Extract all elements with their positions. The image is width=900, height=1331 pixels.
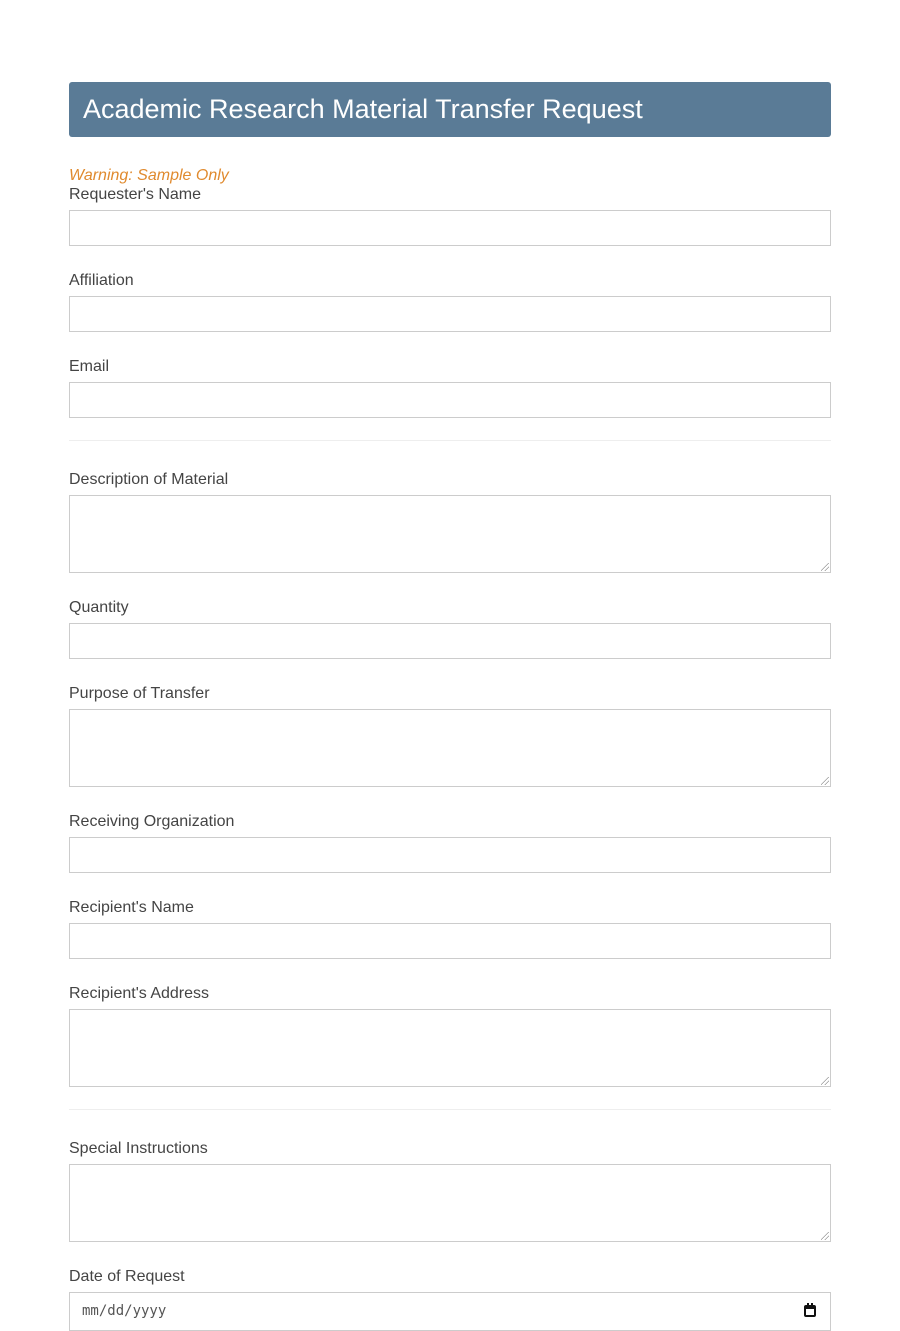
quantity-input[interactable] [69, 623, 831, 659]
date-of-request-label: Date of Request [69, 1268, 185, 1285]
quantity-label: Quantity [69, 599, 129, 616]
requester-name-label: Requester's Name [69, 186, 201, 203]
resize-grip-icon[interactable] [821, 1232, 829, 1240]
purpose-textarea[interactable] [69, 709, 831, 787]
affiliation-input[interactable] [69, 296, 831, 332]
recipient-name-label: Recipient's Name [69, 899, 194, 916]
purpose-label: Purpose of Transfer [69, 685, 210, 702]
description-textarea[interactable] [69, 495, 831, 573]
form-header [69, 82, 831, 137]
resize-grip-icon[interactable] [821, 777, 829, 785]
date-of-request-input[interactable] [69, 1292, 831, 1331]
email-label: Email [69, 358, 110, 375]
recipient-address-label: Recipient's Address [69, 985, 210, 1002]
special-instructions-textarea[interactable] [69, 1164, 831, 1242]
resize-grip-icon[interactable] [821, 563, 829, 571]
description-label: Description of Material [69, 471, 229, 488]
date-placeholder: mm/dd/yyyy [82, 1303, 167, 1319]
form-container [69, 82, 831, 1331]
receiving-org-input[interactable] [69, 837, 831, 873]
requester-name-input[interactable] [69, 210, 831, 246]
section-divider [69, 1109, 831, 1110]
recipient-name-input[interactable] [69, 923, 831, 959]
receiving-org-label: Receiving Organization [69, 813, 235, 830]
resize-grip-icon[interactable] [821, 1077, 829, 1085]
recipient-address-textarea[interactable] [69, 1009, 831, 1087]
section-divider [69, 440, 831, 441]
email-input[interactable] [69, 382, 831, 418]
warning-text: Warning: Sample Only [69, 167, 229, 184]
form-title: Academic Research Material Transfer Request [83, 94, 643, 124]
calendar-icon[interactable] [804, 1305, 816, 1317]
affiliation-label: Affiliation [69, 272, 134, 289]
special-instructions-label: Special Instructions [69, 1140, 208, 1157]
